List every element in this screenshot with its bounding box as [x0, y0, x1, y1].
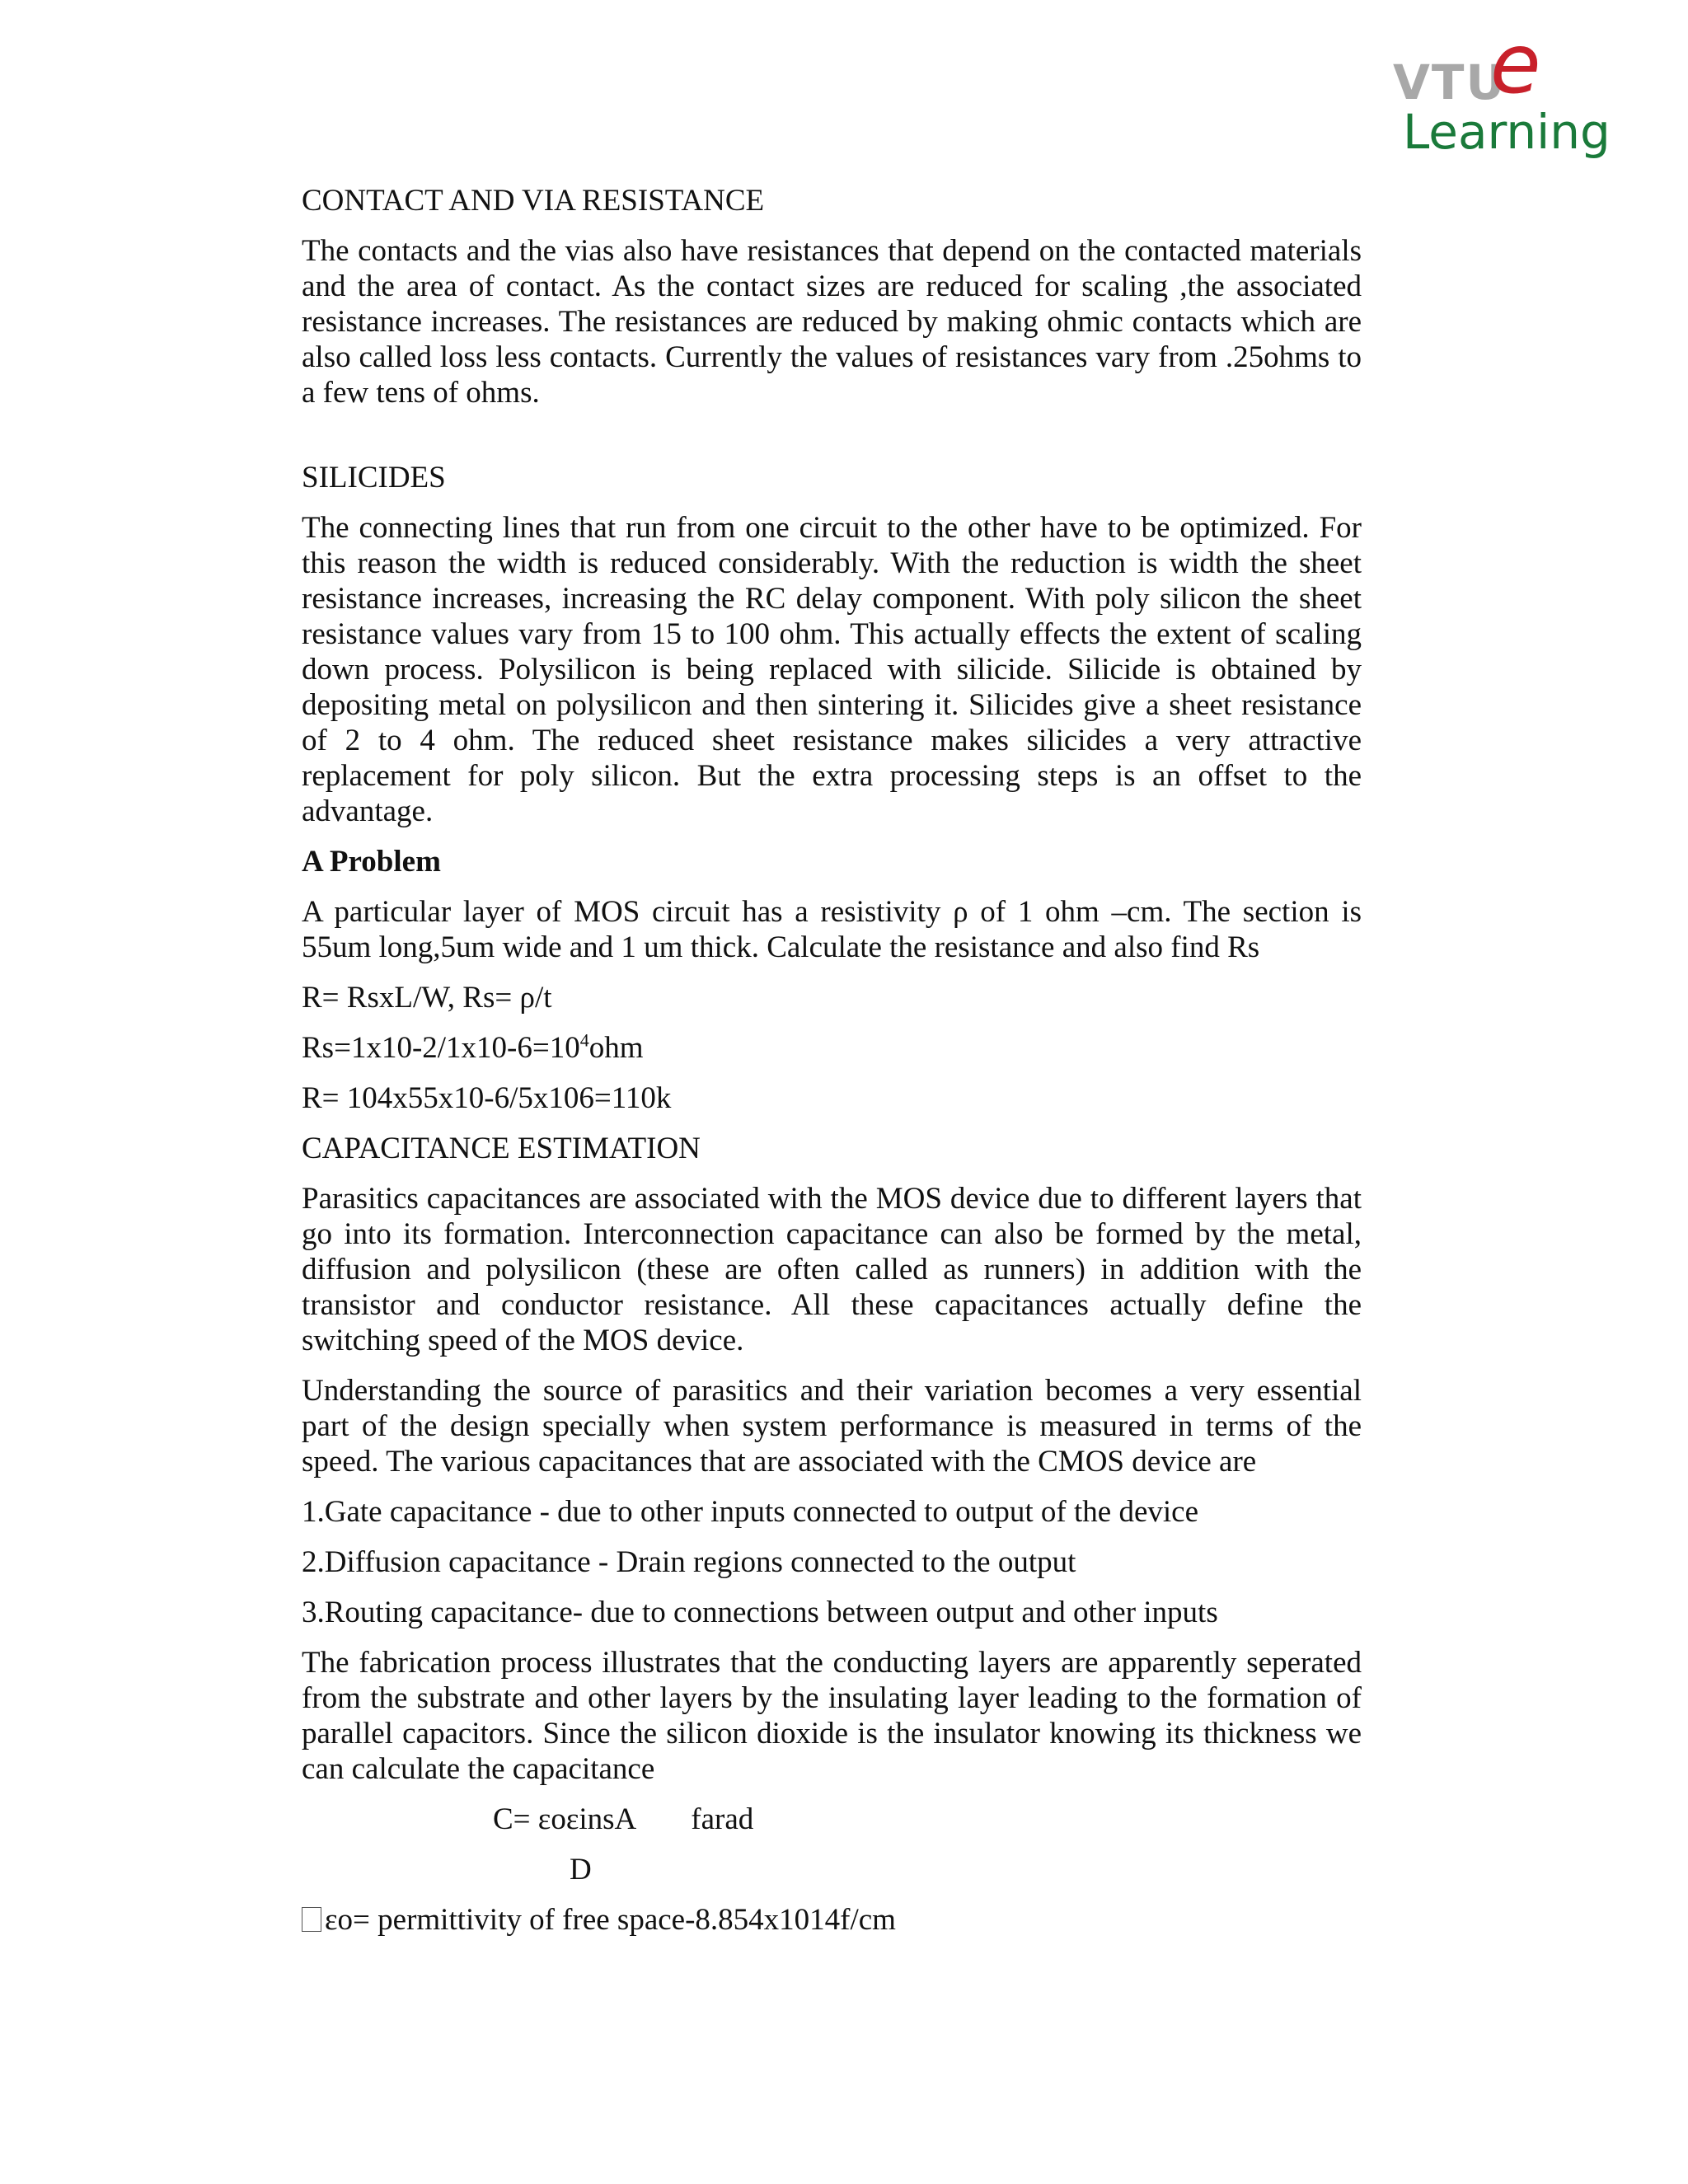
list-item-diffusion: 2.Diffusion capacitance - Drain regions connected to the output	[302, 1545, 1076, 1579]
logo-tagline: Learning	[1403, 104, 1611, 160]
permittivity-text: εo= permittivity of free space-8.854x1014f/cm	[325, 1903, 896, 1937]
heading-problem: A Problem	[302, 845, 441, 879]
eq2-unit: ohm	[588, 1031, 644, 1065]
formula-unit: farad	[691, 1802, 754, 1836]
equation-result: R= 104x55x10-6/5x106=110k	[302, 1081, 672, 1115]
logo-e-letter: e	[1490, 16, 1541, 112]
heading-capacitance: CAPACITANCE ESTIMATION	[302, 1132, 701, 1165]
logo-brand: VTU	[1393, 54, 1507, 110]
list-item-gate: 1.Gate capacitance - due to other inputs connected to output of the device	[302, 1495, 1198, 1529]
formula-numerator: C= εoεinsA	[493, 1802, 637, 1836]
capacitance-formula	[302, 1802, 1362, 1837]
paragraph-silicides: The connecting lines that run from one circuit to the other have to be optimized. For this reason the width is reduced considerably. With the reduction is width the sheet resistance increases, increasing the RC delay component. With poly silicon the sheet resistance values vary from 15 to 100 ohm. This actually effects the extent of scaling down process. Polysilicon is being replaced with silicide. Silicide is obtained by depositing metal on polysilicon and then sintering it. Silicides give a sheet resistance of 2 to 4 ohm. The reduced sheet resistance makes silicides a very attractive replacement for poly silicon. But the extra processing steps is an offset to the advantage.	[302, 511, 1362, 828]
paragraph-capacitance-2: Understanding the source of parasitics and their variation becomes a very essential part of the design specially when system performance is measured in terms of the speed. The various capacitances that are associated with the CMOS device are	[302, 1374, 1362, 1479]
paragraph-contact-via: The contacts and the vias also have resistances that depend on the contacted materials and the area of contact. As the contact sizes are reduced for scaling ,the associated resistance increases. The resistances are reduced by making ohmic contacts which are also called loss less contacts. Currently the values of resistances vary from .25ohms to a few tens of ohms.	[302, 234, 1362, 410]
missing-glyph-box-icon	[302, 1907, 321, 1932]
paragraph-capacitance-3: The fabrication process illustrates that the conducting layers are apparently seperated from the substrate and other layers by the insulating layer leading to the formation of parallel capacitors. Since the silicon dioxide is the insulator knowing its thickness we can calculate the capacitance	[302, 1646, 1362, 1786]
equation-resistance: R= RsxL/W, Rs= ρ/t	[302, 981, 552, 1015]
paragraph-problem: A particular layer of MOS circuit has a resistivity ρ of 1 ohm –cm. The section is 55um long,5um wide and 1 um thick. Calculate the resistance and also find Rs	[302, 895, 1362, 964]
formula-denominator: D	[570, 1853, 592, 1886]
document-body	[302, 183, 1362, 1952]
section-spacer	[302, 425, 1362, 460]
paragraph-capacitance-1: Parasitics capacitances are associated with the MOS device due to different layers that go into its formation. Interconnection capacitance can also be formed by the metal, diffusion and polysilicon (these are often called as runners) in addition with the transistor and conductor resistance. All these capacitances actually define the switching speed of the MOS device.	[302, 1182, 1362, 1357]
vtu-elearning-logo	[1393, 16, 1611, 160]
list-item-routing: 3.Routing capacitance- due to connections between output and other inputs	[302, 1596, 1218, 1629]
heading-silicides: SILICIDES	[302, 461, 446, 494]
eq2-base: Rs=1x10-2/1x10-6=10	[302, 1031, 580, 1065]
equation-sheet-resistance	[302, 1030, 1362, 1066]
heading-contact-via: CONTACT AND VIA RESISTANCE	[302, 184, 765, 218]
eq2-superscript: 4	[579, 1029, 589, 1051]
permittivity-line	[302, 1902, 1362, 1938]
